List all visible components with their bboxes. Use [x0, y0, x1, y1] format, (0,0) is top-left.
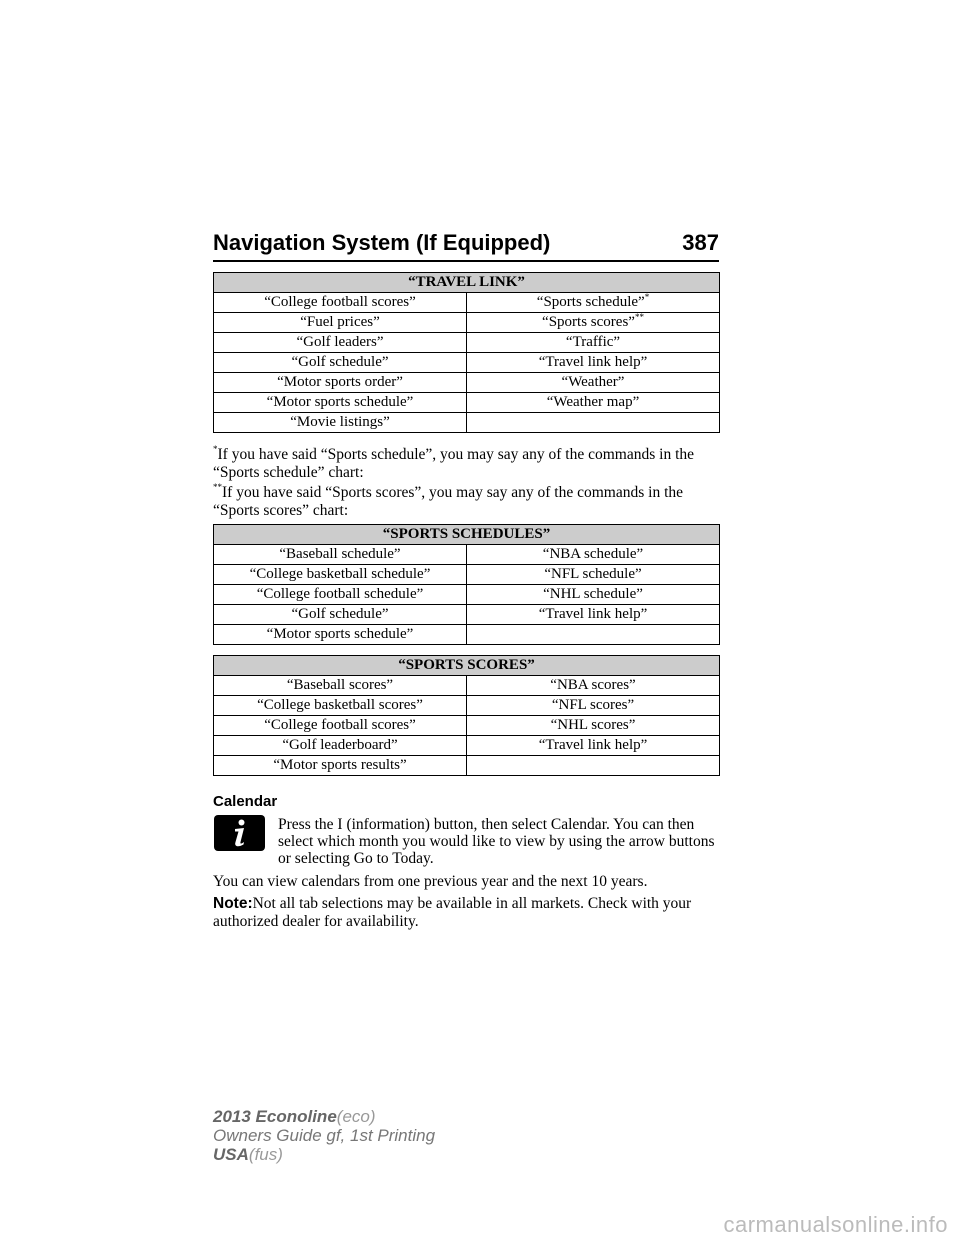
sports-scores-table: [213, 655, 720, 776]
table-cell: “Movie listings”: [214, 413, 467, 433]
table-cell: “Weather”: [467, 373, 720, 393]
calendar-instructions: Press the I (information) button, then select Calendar. You can then select which month you would like to view by using the arrow buttons or selecting Go to Today.: [278, 816, 715, 867]
footnote-mark: *: [644, 292, 650, 302]
table-cell: “NHL scores”: [467, 716, 720, 736]
table-cell: “NHL schedule”: [467, 585, 720, 605]
footnote-mark: **: [634, 312, 644, 322]
table-cell: “College football scores”: [214, 716, 467, 736]
table-row: [214, 545, 720, 565]
table-cell: [467, 625, 720, 645]
table-cell: “NFL scores”: [467, 696, 720, 716]
table-title: “TRAVEL LINK”: [214, 273, 720, 293]
table-cell: “Sports schedule”*: [467, 293, 720, 313]
document-footer: 2013 Econoline(eco) Owners Guide gf, 1st Printing USA(fus): [213, 1107, 436, 1164]
table-row: [214, 565, 720, 585]
table-cell: “College football scores”: [214, 293, 467, 313]
footnote-2: **If you have said “Sports scores”, you may say any of the commands in the “Sports scores” chart:: [213, 482, 684, 519]
calendar-range-text: You can view calendars from one previous year and the next 10 years.: [213, 873, 648, 890]
table-row: [214, 736, 720, 756]
table-cell: “Weather map”: [467, 393, 720, 413]
table-cell: “College basketball schedule”: [214, 565, 467, 585]
table-row: [214, 696, 720, 716]
table-cell: “Travel link help”: [467, 605, 720, 625]
table-cell: “Golf schedule”: [214, 605, 467, 625]
table-cell: “College football schedule”: [214, 585, 467, 605]
page-number: 387: [682, 230, 719, 255]
table-title: “SPORTS SCORES”: [214, 656, 720, 676]
table-cell: “Fuel prices”: [214, 313, 467, 333]
table-row: [214, 353, 720, 373]
footnote-1: *If you have said “Sports schedule”, you may say any of the commands in the “Sports schedule” chart:: [213, 444, 695, 481]
calendar-heading: Calendar: [213, 793, 278, 810]
table-row: [214, 313, 720, 333]
table-row: [214, 756, 720, 776]
table-row: [214, 333, 720, 353]
table-row: [214, 393, 720, 413]
table-cell: [467, 756, 720, 776]
table-row: [214, 716, 720, 736]
table-cell: “Motor sports order”: [214, 373, 467, 393]
table-row: [214, 585, 720, 605]
table-cell: [467, 413, 720, 433]
table-row: [214, 413, 720, 433]
table-row: [214, 676, 720, 696]
note-label: Note:: [213, 895, 253, 912]
info-icon: [214, 815, 265, 851]
table-cell: “NBA schedule”: [467, 545, 720, 565]
table-cell: “Motor sports schedule”: [214, 625, 467, 645]
table-cell: “Golf leaderboard”: [214, 736, 467, 756]
table-cell: “Sports scores”**: [467, 313, 720, 333]
table-cell: “Motor sports results”: [214, 756, 467, 776]
table-cell: “College basketball scores”: [214, 696, 467, 716]
table-row: [214, 293, 720, 313]
page-title: Navigation System (If Equipped): [213, 230, 551, 255]
page-header: [213, 226, 719, 262]
table-cell: “NBA scores”: [467, 676, 720, 696]
table-row: [214, 625, 720, 645]
watermark: carmanualsonline.info: [723, 1212, 948, 1237]
table-cell: “Golf schedule”: [214, 353, 467, 373]
table-cell: “Traffic”: [467, 333, 720, 353]
table-row: [214, 605, 720, 625]
travel-link-table: [213, 272, 720, 433]
table-cell: “NFL schedule”: [467, 565, 720, 585]
sports-schedules-table: [213, 524, 720, 645]
table-cell: “Baseball scores”: [214, 676, 467, 696]
table-row: [214, 373, 720, 393]
table-cell: “Travel link help”: [467, 353, 720, 373]
table-cell: “Baseball schedule”: [214, 545, 467, 565]
note-paragraph: Note:Not all tab selections may be available in all markets. Check with your authorized dealer for availability.: [213, 895, 692, 930]
table-title: “SPORTS SCHEDULES”: [214, 525, 720, 545]
table-cell: “Golf leaders”: [214, 333, 467, 353]
table-cell: “Motor sports schedule”: [214, 393, 467, 413]
table-cell: “Travel link help”: [467, 736, 720, 756]
